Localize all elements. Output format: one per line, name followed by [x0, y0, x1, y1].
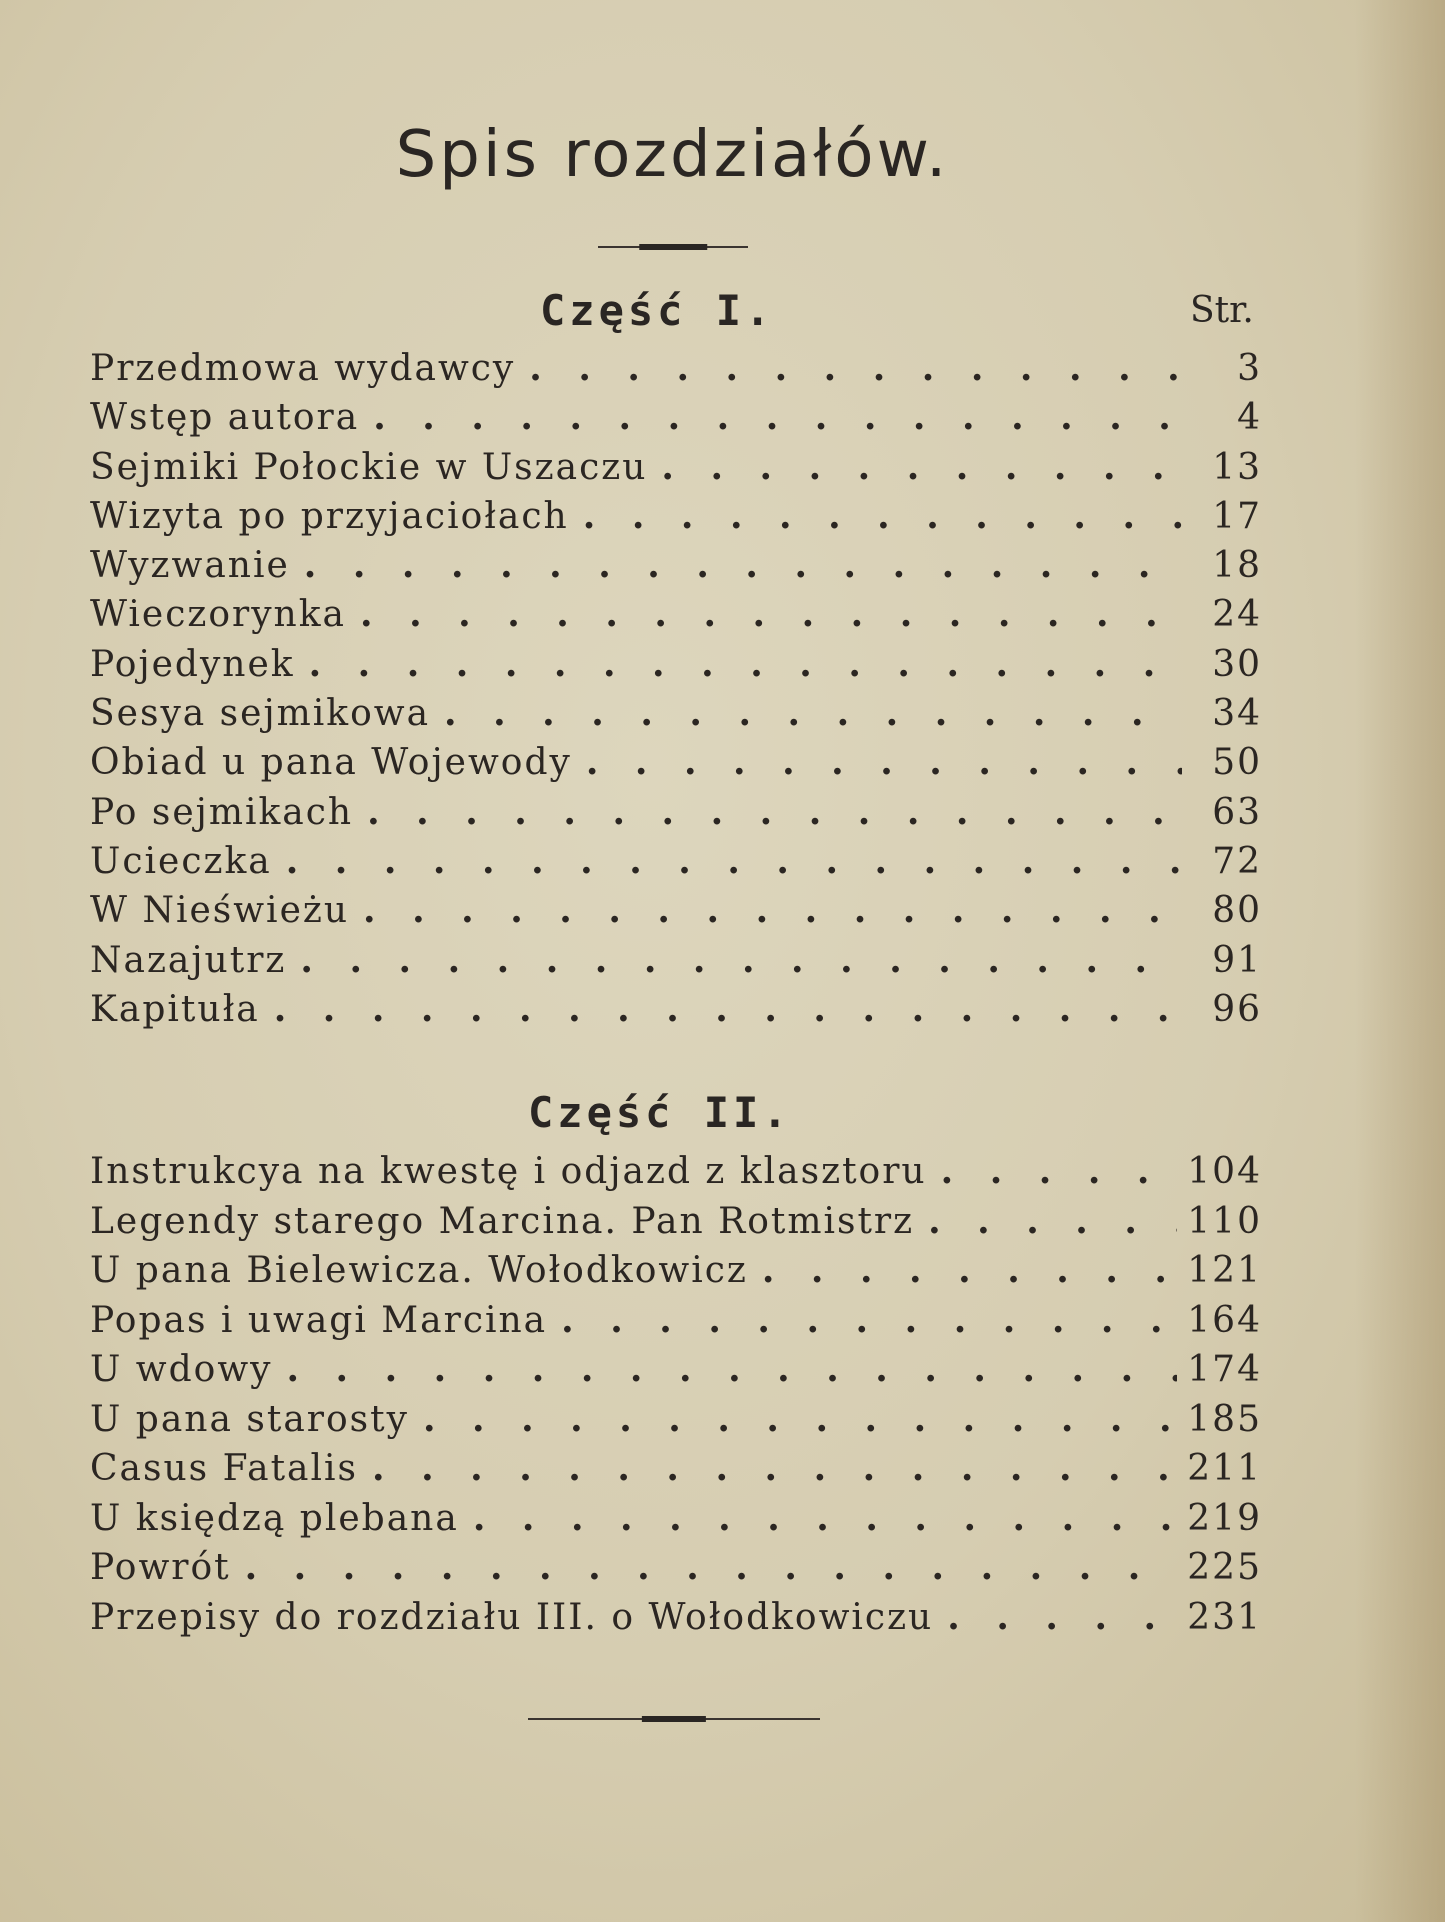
entry-title: Popas i uwagi Marcina	[90, 1299, 548, 1341]
entry-title: U pana starosty	[90, 1398, 409, 1440]
dot-leader	[586, 741, 1182, 783]
toc-entry	[90, 1497, 1262, 1547]
entry-page: 110	[1187, 1200, 1262, 1242]
entry-title: Instrukcya na kwestę i odjazd z klasztoru	[90, 1151, 927, 1192]
entry-page: 164	[1187, 1299, 1262, 1341]
dot-leader	[941, 1150, 1178, 1192]
toc-entry	[90, 692, 1262, 741]
dot-leader	[529, 347, 1182, 389]
entry-page: 91	[1212, 939, 1262, 981]
entry-page: 104	[1187, 1151, 1262, 1192]
dot-leader	[661, 446, 1182, 488]
dot-leader	[304, 544, 1182, 586]
entry-title: Ucieczka	[90, 840, 272, 882]
entry-title: U księdzą plebana	[90, 1497, 459, 1539]
toc-entry	[90, 1546, 1262, 1596]
toc-entry	[90, 889, 1262, 938]
dot-leader	[583, 495, 1182, 537]
entry-page: 63	[1212, 791, 1262, 833]
page-title: Spis rozdziałów.	[395, 118, 950, 192]
toc-entry	[90, 1299, 1262, 1349]
dot-leader	[363, 889, 1182, 931]
dot-leader	[300, 939, 1182, 981]
entry-title: Wizyta po przyjaciołach	[90, 495, 569, 537]
entry-title: Nazajutrz	[90, 939, 287, 981]
dot-leader	[561, 1299, 1177, 1341]
entry-page: 185	[1187, 1398, 1262, 1440]
page-column-label: Str.	[1190, 290, 1254, 331]
dot-leader	[947, 1596, 1177, 1638]
entry-title: Casus Fatalis	[90, 1448, 359, 1489]
entry-title: U pana Bielewicza. Wołodkowicz	[90, 1250, 748, 1291]
entry-page: 34	[1212, 693, 1262, 735]
dot-leader	[360, 593, 1182, 635]
entry-title: Sesya sejmikowa	[90, 693, 431, 735]
entry-page: 80	[1212, 890, 1262, 932]
entry-page: 96	[1212, 988, 1262, 1030]
entry-page: 211	[1187, 1448, 1262, 1489]
entry-page: 24	[1212, 594, 1262, 636]
entry-page: 18	[1212, 545, 1262, 587]
toc-entry	[90, 1596, 1262, 1646]
toc-entry	[90, 1150, 1262, 1200]
toc-entry	[90, 791, 1262, 840]
entry-page: 4	[1237, 397, 1262, 439]
entry-page: 225	[1187, 1547, 1262, 1588]
entry-title: Sejmiki Połockie w Uszaczu	[90, 446, 648, 488]
toc-entry	[90, 544, 1262, 593]
entry-title: Po sejmikach	[90, 791, 354, 833]
toc-entry	[90, 741, 1262, 790]
page-edge-shading	[1355, 0, 1445, 1922]
entry-title: Obiad u pana Wojewody	[90, 742, 572, 784]
entry-title: Kapituła	[90, 988, 260, 1030]
entry-page: 231	[1187, 1596, 1262, 1638]
toc-entry	[90, 1447, 1262, 1497]
toc-entry	[90, 1398, 1262, 1448]
entry-title: Powrót	[90, 1547, 231, 1588]
dot-leader	[245, 1546, 1178, 1588]
entry-page: 17	[1212, 495, 1262, 537]
toc-entry	[90, 840, 1262, 889]
toc-entry	[90, 593, 1262, 642]
toc-entry	[90, 939, 1262, 988]
entry-title: U wdowy	[90, 1349, 273, 1390]
toc-entry	[90, 988, 1262, 1037]
dot-leader	[423, 1398, 1177, 1440]
dot-leader	[286, 840, 1182, 882]
dot-leader	[762, 1249, 1177, 1291]
title-divider	[598, 246, 748, 248]
dot-leader	[928, 1200, 1177, 1242]
entry-page: 121	[1187, 1250, 1262, 1291]
toc-entry	[90, 643, 1262, 692]
toc-entry	[90, 1348, 1262, 1398]
entry-title: Wieczorynka	[90, 594, 346, 636]
entry-title: Przedmowa wydawcy	[90, 348, 516, 389]
part-2-entries	[90, 1150, 1262, 1645]
toc-entry	[90, 446, 1262, 495]
end-divider	[528, 1718, 820, 1720]
toc-entry	[90, 495, 1262, 544]
dot-leader	[286, 1348, 1177, 1390]
dot-leader	[373, 396, 1182, 438]
entry-page: 72	[1212, 840, 1262, 882]
dot-leader	[444, 692, 1182, 734]
entry-title: Legendy starego Marcina. Pan Rotmistrz	[90, 1200, 915, 1242]
toc-entry	[90, 1249, 1262, 1299]
dot-leader	[473, 1497, 1177, 1539]
part-1-heading: Część I.	[540, 286, 775, 335]
entry-page: 174	[1187, 1349, 1262, 1390]
entry-page: 50	[1212, 742, 1262, 784]
entry-title: Pojedynek	[90, 643, 295, 685]
toc-entry	[90, 396, 1262, 445]
dot-leader	[309, 643, 1182, 685]
entry-page: 3	[1237, 348, 1262, 389]
entry-title: Wyzwanie	[90, 545, 290, 587]
entry-title: Wstęp autora	[90, 397, 360, 439]
toc-entry	[90, 1200, 1262, 1250]
toc-entry	[90, 347, 1262, 396]
entry-page: 30	[1212, 643, 1262, 685]
dot-leader	[367, 791, 1182, 833]
entry-title: W Nieświeżu	[90, 890, 350, 932]
entry-page: 13	[1212, 446, 1262, 488]
entry-page: 219	[1187, 1497, 1262, 1539]
part-1-entries	[90, 347, 1262, 1037]
dot-leader	[372, 1447, 1177, 1489]
part-2-heading: Część II.	[528, 1088, 792, 1137]
dot-leader	[274, 988, 1182, 1030]
entry-title: Przepisy do rozdziału III. o Wołodkowiczu	[90, 1596, 934, 1638]
